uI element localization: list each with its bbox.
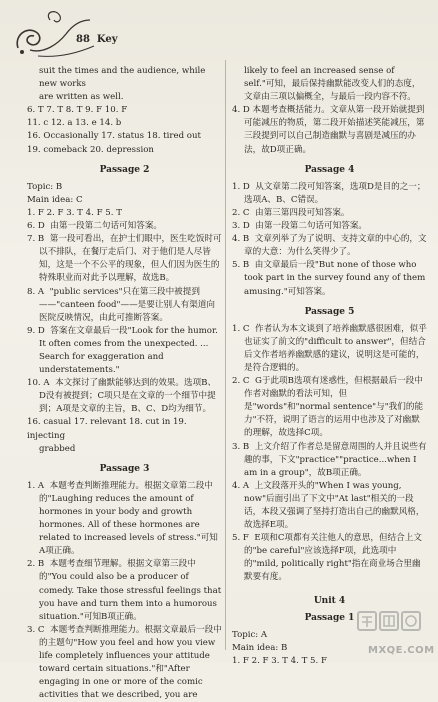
explanation-item	[27, 480, 222, 559]
true-false-answers: 1. F 2. F 3. T 4. T 5. F	[232, 655, 327, 666]
item-number: 4. A	[232, 480, 250, 491]
answer-line: 6. T 7. T 8. T 9. F 10. F	[27, 105, 128, 116]
item-number: 10. A	[27, 378, 50, 389]
page-header	[10, 8, 150, 60]
explanation-item	[27, 286, 222, 325]
item-text: 本题考查判断推理能力。根据文章第二段中的"Laughing reduces the amount of hormones in your body and growth hormones. All of these hormones are related to increased levels of stress."可知A项正确。	[39, 480, 218, 557]
answer-line: grabbed	[39, 443, 76, 454]
continued-line: are written as well.	[39, 92, 124, 103]
item-text: 由第一段第二句话可知答案。	[50, 221, 163, 232]
item-text: "public services"只在第三段中被提到——"canteen food"——是要让别人有渠道向医院反映情况，由此可推断答案。	[39, 286, 216, 323]
item-number: 2. B	[27, 559, 45, 570]
item-text: 文章列举了为了说明、支持文章的中心的，文章的大意：为什么笑得少了。	[244, 234, 427, 258]
item-number: 4. B	[232, 234, 250, 245]
explanation-item	[27, 233, 222, 285]
item-number: 3. D	[232, 221, 250, 232]
explanation-item	[232, 532, 427, 584]
item-text: 本文探讨了幽默能够达到的效果。选项B、D没有被提到；C项只是在文章的一个细节中提到；A项是文章的主旨，B、C、D均为细节。	[39, 378, 217, 415]
continued-line: suit the times and the audience, while new works	[39, 66, 206, 90]
explanation-item	[27, 558, 222, 623]
explanation-item	[27, 377, 222, 416]
main-idea-line: Main idea: C	[27, 194, 83, 205]
item-text: 由第一段第二句话可知答案。	[255, 221, 368, 232]
item-text: 第一段可看出，在护士们眼中，医生吃饭时可以不排队，在餐厅走后门、对于他们是人尽皆知，这是一个不公平的现象，但人们因为医生的特殊职业而对此予以理解，故选B。	[39, 234, 222, 284]
topic-line: Topic: B	[27, 181, 63, 192]
continued-text: likely to feel an increased sense of self."可知，最后保持幽默能改变人们的态度，文章由三项以偏概全，与最后一段内容不符。	[244, 66, 421, 103]
item-text: 上文介绍了作者总是留意周围的人并且说些有趣的事，下文"practice""practice...when I am in a group"，故B项正确。	[244, 441, 427, 478]
item-number: 8. A	[27, 286, 45, 297]
item-text: 从文章第二段可知答案，选项D是目的之一；选项A、B、C错误。	[244, 181, 426, 205]
passage-heading: Passage 5	[304, 306, 355, 317]
unit-heading: Unit 4	[313, 595, 346, 606]
item-text: E项和C项都有关注他人的意思，但结合上文的"be careful"应该选择F项，此选项中的"mild, politically right"指在商业场合里幽默要有度。	[244, 533, 422, 583]
item-text: 由第三第四段可知答案。	[254, 207, 350, 218]
left-column	[27, 65, 222, 702]
explanation-item	[232, 323, 427, 375]
answer-line: 16. Occasionally 17. status 18. tired out	[27, 131, 201, 142]
explanation-item: 4. D 本题考查概括能力。文章从第一段开始就提到可能减压的物质，第二段开始描述笑能减压，第三段提到可以自己制造幽默与喜剧是减压的办法，故D项正确。	[232, 105, 425, 155]
item-number: 3. B	[232, 441, 250, 452]
answer-line: 16. casual 17. relevant 18. cut in 19. injecting	[27, 417, 187, 441]
item-number: 1. A	[27, 480, 45, 491]
item-text: 由文章最后一段"But none of those who took part in the survey found any of them amusing."可知答案。	[244, 260, 426, 297]
item-number: 9. D	[27, 325, 45, 336]
main-idea-line: Main idea: B	[232, 642, 288, 653]
explanation-item	[232, 441, 427, 480]
true-false-answers: 1. F 2. F 3. T 4. F 5. T	[27, 207, 122, 218]
explanation-item	[232, 259, 427, 298]
watermark-text: MXQE.COM	[368, 645, 435, 656]
explanation-item	[232, 375, 427, 440]
item-number: 5. F	[232, 533, 249, 544]
passage-heading: Passage 3	[99, 463, 150, 474]
item-text: 答案在文章最后一段"Look for the humor. It often comes from the unexpected. ... Search for exaggeration and understatements."	[39, 325, 218, 376]
section-name: Key	[96, 34, 118, 45]
item-text: 本题考查细节理解。根据文章第三段中的"You could also be a producer of comedy. Take those stressful feelings that you have and turn them into a humorous situation."可知B项正确。	[39, 559, 222, 622]
explanation-item	[27, 325, 222, 377]
item-text: G于此项B选项有迷惑性，但根据最后一段中作者对幽默的看法可知，但是"words"和"normal sentence"与"我们的能力"不符，说明了语言的运用中也涉及了对幽默的理解，故选择C项。	[244, 376, 424, 439]
explanation-item	[232, 181, 427, 207]
passage-heading: Passage 4	[304, 164, 355, 175]
explanation-item	[232, 220, 427, 233]
item-number: 7. B	[27, 234, 45, 245]
topic-line: Topic: A	[232, 629, 268, 640]
item-number: 6. D	[27, 221, 45, 232]
column-divider	[225, 60, 226, 650]
item-number: 2. C	[232, 207, 250, 218]
passage-heading: Passage 1	[304, 612, 355, 623]
answer-line: 19. comeback 20. depression	[27, 144, 154, 155]
page-number: 88	[76, 34, 90, 45]
explanation-item	[232, 233, 427, 259]
item-text: 作者认为本文谈到了培养幽默感很困难，似乎也证实了前文的"difficult to answer"，但结合后文作者培养幽默感的建议，说明这是可能的，是符合逻辑的。	[244, 323, 427, 373]
page-number-label	[76, 34, 125, 45]
item-number: 1. D	[232, 181, 250, 192]
right-column	[232, 65, 427, 668]
answer-line: 11. c 12. a 13. e 14. b	[27, 118, 122, 129]
item-number: 2. C	[232, 376, 250, 387]
passage-heading: Passage 2	[99, 164, 150, 175]
item-text: 本题考查判断推理能力。根据文章最后一段中的主题句"How you feel and how you view life completely influences your attitude toward certain situations."和"After engaging in one or more of the comic activities that we described, you are	[39, 624, 222, 701]
explanation-item	[232, 480, 427, 532]
item-text: 上文段落开头的"When I was young, now"后面引出了下文中"At last"相关的一段话，本段又强调了坚持打造出自己的幽默风格，故选择E项。	[244, 480, 425, 531]
explanation-item	[27, 220, 222, 233]
item-number: 1. C	[232, 323, 250, 334]
item-number: 3. C	[27, 624, 45, 635]
explanation-item	[232, 207, 427, 220]
item-number: 5. B	[232, 260, 250, 271]
